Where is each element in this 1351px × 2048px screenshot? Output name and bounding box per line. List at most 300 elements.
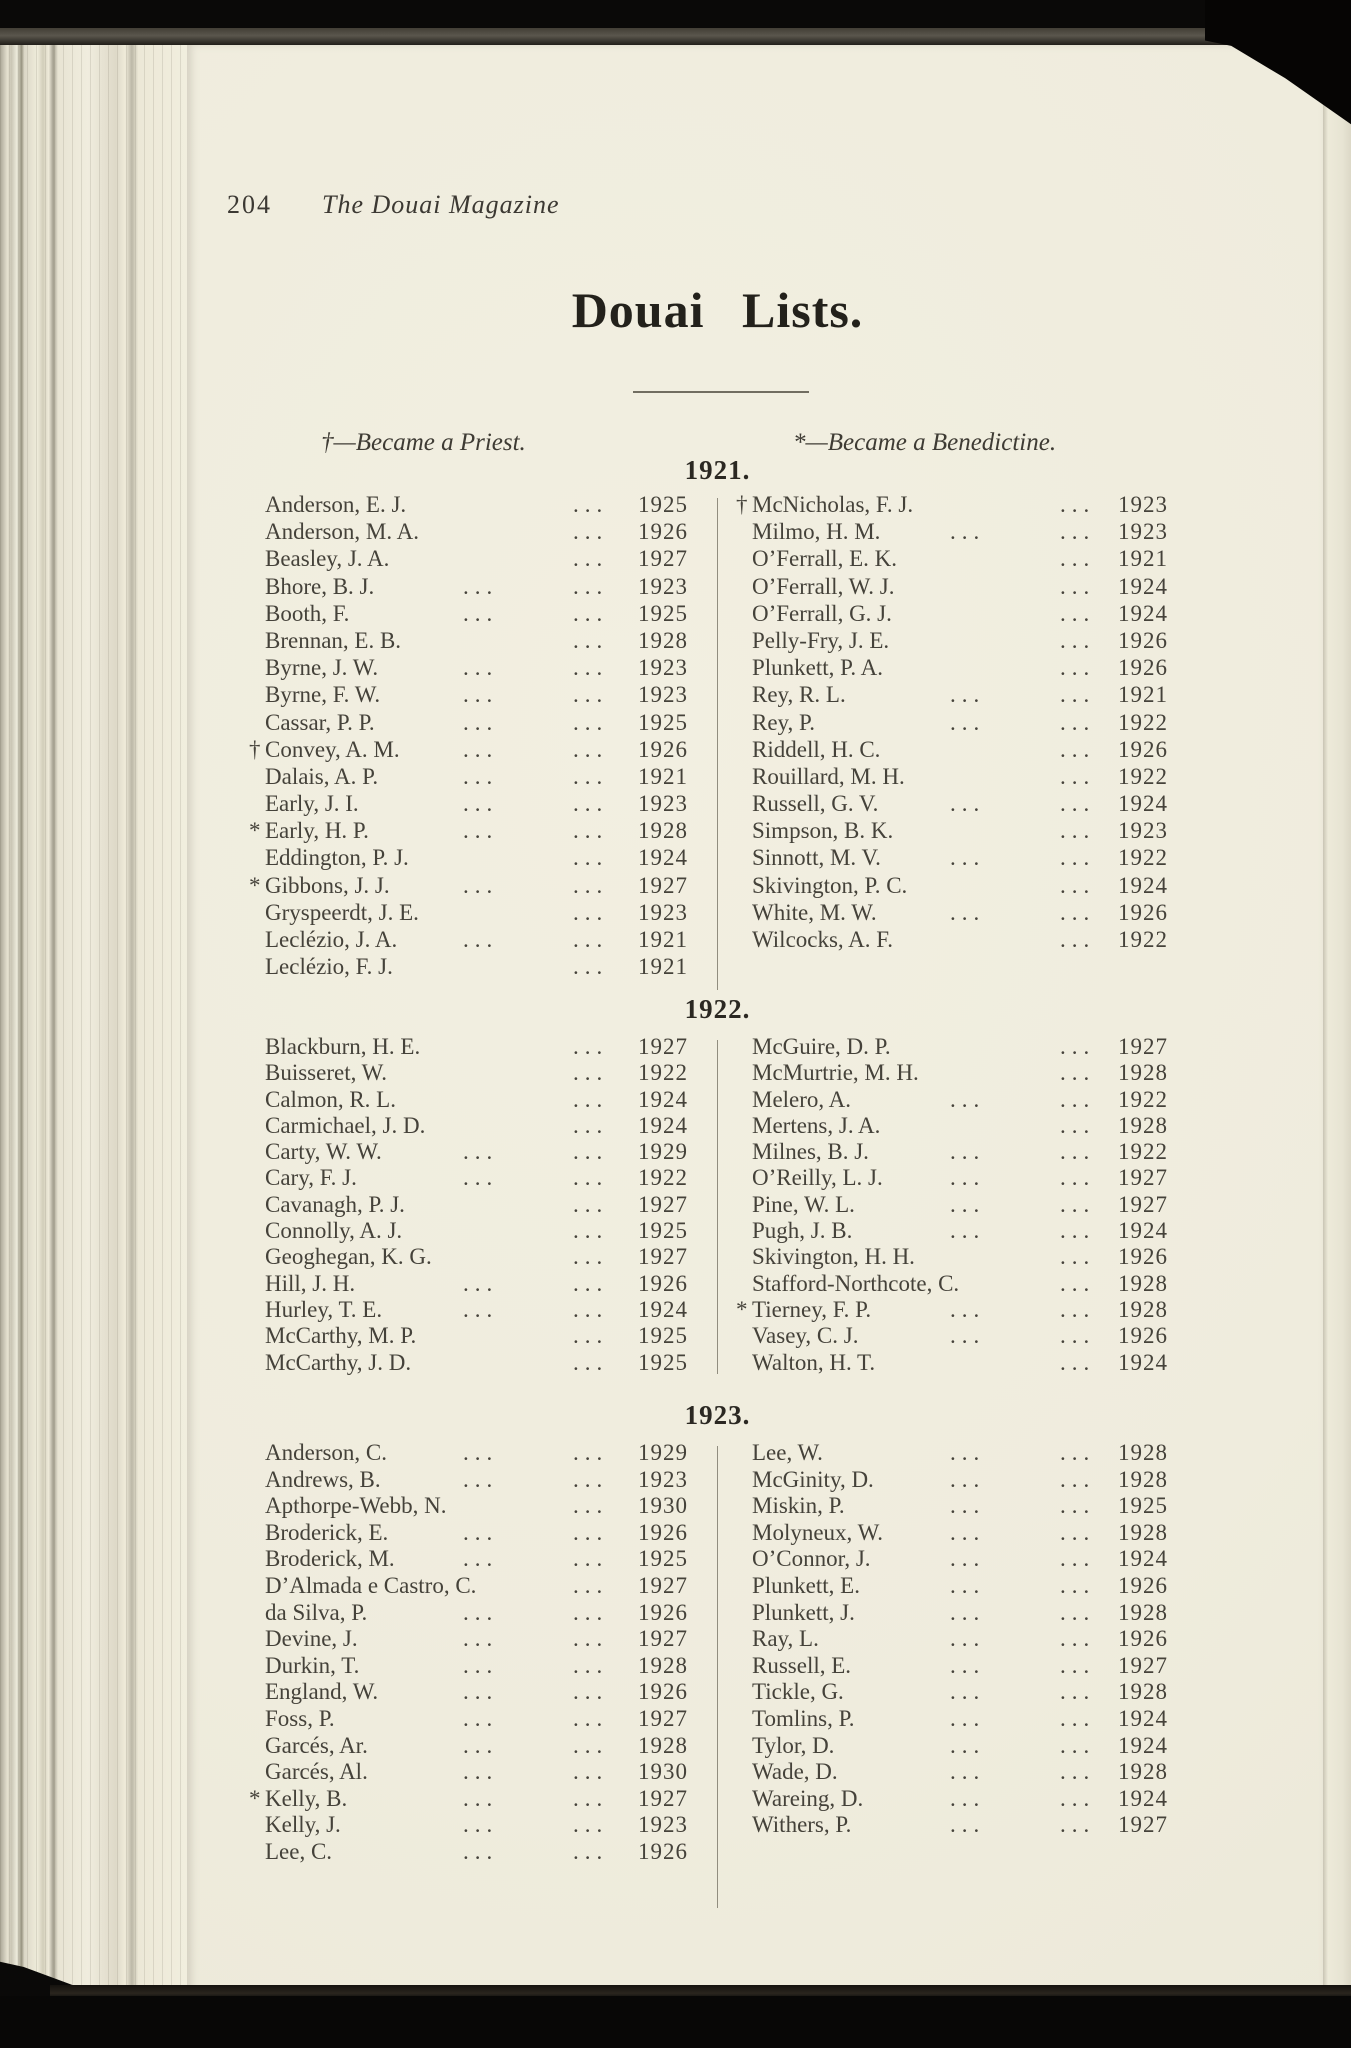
list-row	[752, 1244, 1168, 1270]
row-year: 1928	[638, 1652, 688, 1678]
row-name: Calmon, R. L.	[265, 1086, 396, 1112]
row-name: Milnes, B. J.	[752, 1139, 869, 1165]
row-mid-dots: ...	[463, 927, 499, 952]
row-name: McGinity, D.	[752, 1466, 874, 1492]
list-row	[752, 1546, 1168, 1573]
row-mid-dots: ...	[463, 1599, 499, 1625]
list-row	[265, 601, 688, 628]
row-leader-dots: ...	[573, 763, 609, 789]
list-row	[249, 872, 688, 900]
row-leader-dots: ...	[1060, 818, 1096, 844]
row-leader-dots: ...	[1060, 1679, 1096, 1705]
row-year: 1925	[638, 1218, 688, 1244]
row-name: Tickle, G.	[752, 1679, 844, 1705]
row-year: 1924	[1118, 1546, 1168, 1572]
row-name: Tierney, F. P.	[752, 1296, 872, 1322]
row-leader-dots: ...	[573, 818, 609, 844]
row-marker: *	[249, 818, 261, 844]
row-year: 1926	[638, 1270, 688, 1296]
row-year: 1925	[638, 492, 688, 517]
row-leader-dots: ...	[1060, 1546, 1096, 1572]
row-name: Booth, F.	[265, 600, 350, 626]
row-year: 1928	[1118, 1466, 1168, 1492]
row-leader-dots: ...	[573, 1732, 609, 1758]
row-year: 1927	[1118, 1652, 1168, 1678]
list-row	[265, 1218, 688, 1244]
list-row	[265, 682, 688, 709]
row-year: 1923	[638, 899, 688, 925]
row-marker: *	[736, 1296, 748, 1322]
list-row	[265, 791, 688, 818]
list-row	[752, 1812, 1168, 1839]
list-row	[752, 1600, 1168, 1627]
row-leader-dots: ...	[573, 1139, 609, 1165]
row-leader-dots: ...	[1060, 1785, 1096, 1811]
list-row	[752, 1192, 1168, 1218]
page-title: Douai Lists.	[571, 282, 864, 338]
row-year: 1924	[638, 845, 688, 871]
row-mid-dots: ...	[463, 1270, 499, 1296]
row-year: 1927	[638, 1572, 688, 1598]
column-right	[736, 492, 1168, 954]
row-name: Anderson, C.	[265, 1440, 388, 1465]
row-leader-dots: ...	[1060, 1652, 1096, 1678]
row-name: McCarthy, J. D.	[265, 1349, 412, 1375]
row-leader-dots: ...	[573, 1086, 609, 1112]
row-name: Ray, L.	[752, 1626, 819, 1652]
list-row	[752, 1139, 1168, 1165]
row-name: O’Connor, J.	[752, 1546, 871, 1572]
row-mid-dots: ...	[463, 1652, 499, 1678]
row-leader-dots: ...	[573, 1493, 609, 1519]
row-name: D’Almada e Castro, C.	[265, 1572, 477, 1598]
row-year: 1921	[1118, 682, 1168, 708]
row-year: 1924	[638, 1112, 688, 1138]
row-year: 1921	[638, 927, 688, 952]
list-row	[752, 1165, 1168, 1191]
row-year: 1927	[638, 1191, 688, 1217]
row-leader-dots: ...	[573, 927, 609, 952]
row-year: 1928	[1118, 1440, 1168, 1465]
row-year: 1926	[638, 736, 688, 762]
row-leader-dots: ...	[573, 1785, 609, 1811]
row-leader-dots: ...	[1060, 600, 1096, 626]
row-leader-dots: ...	[573, 1812, 609, 1838]
row-year: 1924	[1118, 1218, 1168, 1244]
row-mid-dots: ...	[463, 709, 499, 735]
row-leader-dots: ...	[1060, 1086, 1096, 1112]
list-row	[752, 1520, 1168, 1547]
row-mid-dots: ...	[463, 1296, 499, 1322]
row-year: 1928	[638, 818, 688, 844]
list-row	[752, 601, 1168, 628]
row-leader-dots: ...	[1060, 682, 1096, 708]
row-mid-dots: ...	[463, 1139, 499, 1165]
row-name: Molyneux, W.	[752, 1519, 883, 1545]
row-name: Bhore, B. J.	[265, 573, 375, 599]
row-leader-dots: ...	[573, 655, 609, 681]
row-mid-dots: ...	[950, 1626, 986, 1652]
row-name: Early, J. I.	[265, 791, 359, 817]
row-leader-dots: ...	[1060, 927, 1096, 952]
list-row	[736, 1296, 1168, 1323]
row-name: Gryspeerdt, J. E.	[265, 899, 419, 925]
list-row	[752, 791, 1168, 818]
list-row	[265, 1733, 688, 1760]
row-name: Withers, P.	[752, 1812, 852, 1838]
row-mid-dots: ...	[950, 1812, 986, 1838]
row-mid-dots: ...	[463, 1705, 499, 1731]
page-stack-left	[0, 30, 187, 1995]
row-year: 1928	[1118, 1759, 1168, 1785]
row-mid-dots: ...	[950, 682, 986, 708]
row-year: 1928	[1118, 1060, 1168, 1086]
list-row	[752, 628, 1168, 655]
row-name: Vasey, C. J.	[752, 1323, 859, 1349]
row-leader-dots: ...	[573, 1838, 609, 1864]
list-row	[736, 492, 1168, 519]
list-row	[752, 1653, 1168, 1680]
row-leader-dots: ...	[1060, 1466, 1096, 1492]
row-mid-dots: ...	[950, 1086, 986, 1112]
row-year: 1923	[1118, 818, 1168, 844]
row-year: 1922	[1118, 1086, 1168, 1112]
row-leader-dots: ...	[573, 736, 609, 762]
list-row	[752, 655, 1168, 682]
list-row	[265, 1060, 688, 1086]
row-year: 1923	[638, 682, 688, 708]
row-mid-dots: ...	[463, 1812, 499, 1838]
row-name: Rouillard, M. H.	[752, 763, 905, 789]
row-year: 1923	[638, 573, 688, 599]
list-row	[752, 818, 1168, 845]
row-year: 1926	[1118, 736, 1168, 762]
row-leader-dots: ...	[573, 573, 609, 599]
list-row	[752, 1759, 1168, 1786]
row-year: 1924	[1118, 791, 1168, 817]
row-year: 1927	[1118, 1191, 1168, 1217]
row-leader-dots: ...	[1060, 1812, 1096, 1838]
list-row	[752, 927, 1168, 954]
row-year: 1925	[638, 1546, 688, 1572]
list-row	[265, 519, 688, 546]
list-row	[265, 1165, 688, 1191]
row-name: Riddell, H. C.	[752, 736, 881, 762]
row-name: Pugh, J. B.	[752, 1218, 853, 1244]
row-mid-dots: ...	[950, 1705, 986, 1731]
row-mid-dots: ...	[463, 763, 499, 789]
row-leader-dots: ...	[573, 1519, 609, 1545]
row-name: Cassar, P. P.	[265, 709, 375, 735]
list-row	[265, 845, 688, 872]
row-year: 1928	[1118, 1112, 1168, 1138]
row-mid-dots: ...	[950, 1466, 986, 1492]
row-mid-dots: ...	[950, 1139, 986, 1165]
row-leader-dots: ...	[1060, 1244, 1096, 1270]
row-year: 1924	[1118, 600, 1168, 626]
row-leader-dots: ...	[573, 519, 609, 545]
row-name: Tylor, D.	[752, 1732, 835, 1758]
running-head-title: The Douai Magazine	[322, 190, 560, 219]
list-row	[265, 954, 688, 981]
row-year: 1928	[1118, 1679, 1168, 1705]
list-row	[752, 682, 1168, 709]
row-year: 1926	[1118, 1244, 1168, 1270]
list-row	[752, 1626, 1168, 1653]
row-mid-dots: ...	[463, 573, 499, 599]
row-year: 1928	[638, 627, 688, 653]
list-row	[265, 1546, 688, 1573]
row-leader-dots: ...	[1060, 519, 1096, 545]
list-row	[249, 1785, 688, 1813]
row-leader-dots: ...	[1060, 1759, 1096, 1785]
row-leader-dots: ...	[573, 1572, 609, 1598]
row-leader-dots: ...	[573, 1626, 609, 1652]
row-name: Byrne, J. W.	[265, 655, 379, 681]
row-year: 1923	[638, 1466, 688, 1492]
row-leader-dots: ...	[1060, 1112, 1096, 1138]
row-name: Brennan, E. B.	[265, 627, 402, 653]
row-name: Broderick, E.	[265, 1519, 389, 1545]
row-name: Leclézio, F. J.	[265, 954, 393, 980]
row-leader-dots: ...	[573, 1599, 609, 1625]
row-mid-dots: ...	[950, 519, 986, 545]
row-mid-dots: ...	[950, 1679, 986, 1705]
list-row	[752, 1087, 1168, 1113]
row-name: Rey, R. L.	[752, 682, 846, 708]
row-name: Kelly, B.	[265, 1785, 348, 1811]
row-mid-dots: ...	[950, 1165, 986, 1191]
list-row	[265, 1440, 688, 1467]
row-year: 1923	[1118, 492, 1168, 517]
row-year: 1927	[638, 1244, 688, 1270]
row-leader-dots: ...	[1060, 1323, 1096, 1349]
row-leader-dots: ...	[573, 492, 609, 517]
list-row	[265, 1626, 688, 1653]
legend-priest: †—Became a Priest.	[321, 429, 526, 456]
list-row	[752, 1034, 1168, 1060]
list-row	[752, 737, 1168, 764]
row-mid-dots: ...	[463, 1732, 499, 1758]
row-year: 1926	[638, 1679, 688, 1705]
row-name: Cary, F. J.	[265, 1165, 357, 1191]
row-year: 1924	[638, 1086, 688, 1112]
list-row	[265, 710, 688, 737]
row-leader-dots: ...	[573, 899, 609, 925]
row-year: 1921	[638, 954, 688, 980]
row-mid-dots: ...	[463, 1165, 499, 1191]
row-mid-dots: ...	[463, 600, 499, 626]
row-name: Mertens, J. A.	[752, 1112, 881, 1138]
row-mid-dots: ...	[950, 1732, 986, 1758]
row-name: O’Ferrall, E. K.	[752, 546, 897, 572]
row-mid-dots: ...	[463, 682, 499, 708]
title-rule	[633, 391, 809, 393]
row-year: 1928	[1118, 1296, 1168, 1322]
book-cover-bottom	[0, 1996, 1351, 2048]
row-year: 1922	[638, 1165, 688, 1191]
list-row	[752, 764, 1168, 791]
row-year: 1927	[1118, 1812, 1168, 1838]
row-name: Devine, J.	[265, 1626, 358, 1652]
row-leader-dots: ...	[1060, 627, 1096, 653]
row-year: 1923	[638, 791, 688, 817]
row-leader-dots: ...	[1060, 1493, 1096, 1519]
row-year: 1927	[638, 546, 688, 572]
column-right	[752, 1440, 1168, 1839]
list-row	[265, 1573, 688, 1600]
row-leader-dots: ...	[573, 1112, 609, 1138]
list-row	[752, 1350, 1168, 1376]
row-year: 1922	[638, 1060, 688, 1086]
list-row	[752, 900, 1168, 927]
row-name: Early, H. P.	[265, 818, 369, 844]
row-leader-dots: ...	[1060, 1732, 1096, 1758]
row-name: Plunkett, P. A.	[752, 655, 884, 681]
row-name: Skivington, H. H.	[752, 1244, 915, 1270]
row-leader-dots: ...	[573, 845, 609, 871]
row-name: Apthorpe-Webb, N.	[265, 1493, 447, 1519]
row-mid-dots: ...	[950, 1785, 986, 1811]
row-leader-dots: ...	[573, 1270, 609, 1296]
row-leader-dots: ...	[1060, 1218, 1096, 1244]
list-row	[752, 1323, 1168, 1349]
row-name: Carty, W. W.	[265, 1139, 382, 1165]
row-year: 1930	[638, 1759, 688, 1785]
list-row	[265, 1139, 688, 1165]
row-name: Cavanagh, P. J.	[265, 1191, 405, 1217]
row-leader-dots: ...	[1060, 763, 1096, 789]
row-name: England, W.	[265, 1679, 379, 1705]
list-row	[265, 1271, 688, 1297]
row-mid-dots: ...	[950, 1652, 986, 1678]
row-name: Skivington, P. C.	[752, 872, 908, 898]
row-name: Miskin, P.	[752, 1493, 845, 1519]
row-year: 1928	[638, 1732, 688, 1758]
page-number: 204	[227, 190, 272, 219]
row-leader-dots: ...	[1060, 573, 1096, 599]
row-name: Pelly-Fry, J. E.	[752, 627, 890, 653]
list-row	[265, 1244, 688, 1270]
list-row	[265, 655, 688, 682]
row-leader-dots: ...	[1060, 1034, 1096, 1059]
row-name: Eddington, P. J.	[265, 845, 409, 871]
list-row	[752, 1733, 1168, 1760]
row-year: 1928	[1118, 1519, 1168, 1545]
row-leader-dots: ...	[573, 954, 609, 980]
row-year: 1922	[1118, 709, 1168, 735]
row-leader-dots: ...	[1060, 845, 1096, 871]
row-name: McGuire, D. P.	[752, 1034, 891, 1059]
list-row	[265, 1759, 688, 1786]
row-name: Rey, P.	[752, 709, 816, 735]
row-name: McNicholas, F. J.	[752, 492, 914, 517]
book-cover-top-edge	[0, 28, 1265, 45]
row-name: McCarthy, M. P.	[265, 1323, 417, 1349]
row-mid-dots: ...	[463, 655, 499, 681]
row-leader-dots: ...	[573, 1296, 609, 1322]
row-name: Wilcocks, A. F.	[752, 927, 893, 952]
row-name: Byrne, F. W.	[265, 682, 381, 708]
row-name: Convey, A. M.	[265, 736, 400, 762]
row-leader-dots: ...	[573, 627, 609, 653]
row-year: 1925	[1118, 1493, 1168, 1519]
row-name: Melero, A.	[752, 1086, 852, 1112]
row-leader-dots: ...	[1060, 546, 1096, 572]
list-row	[752, 519, 1168, 546]
list-row	[752, 1706, 1168, 1733]
legend-benedictine: *—Became a Benedictine.	[793, 429, 1057, 456]
row-mid-dots: ...	[463, 818, 499, 844]
row-leader-dots: ...	[573, 1440, 609, 1465]
list-row	[265, 1113, 688, 1139]
row-name: Russell, E.	[752, 1652, 852, 1678]
list-row	[265, 764, 688, 791]
row-mid-dots: ...	[463, 1519, 499, 1545]
row-name: Sinnott, M. V.	[752, 845, 881, 871]
row-mid-dots: ...	[950, 709, 986, 735]
list-row	[265, 546, 688, 573]
row-name: O’Reilly, L. J.	[752, 1165, 883, 1191]
row-leader-dots: ...	[573, 1759, 609, 1785]
row-year: 1922	[1118, 1139, 1168, 1165]
row-year: 1922	[1118, 845, 1168, 871]
list-row	[265, 1679, 688, 1706]
list-row	[265, 1350, 688, 1376]
row-year: 1926	[1118, 1626, 1168, 1652]
row-name: Andrews, B.	[265, 1466, 381, 1492]
row-mid-dots: ...	[950, 1323, 986, 1349]
list-row	[265, 900, 688, 927]
row-marker: †	[249, 736, 261, 762]
row-name: Garcés, Al.	[265, 1759, 368, 1785]
list-row	[752, 845, 1168, 872]
column-left	[249, 1440, 688, 1866]
section-year-heading: 1921.	[684, 455, 751, 485]
row-leader-dots: ...	[1060, 492, 1096, 517]
row-leader-dots: ...	[1060, 1270, 1096, 1296]
row-mid-dots: ...	[463, 1440, 499, 1465]
row-leader-dots: ...	[573, 791, 609, 817]
list-row	[752, 574, 1168, 601]
row-name: Plunkett, J.	[752, 1599, 855, 1625]
row-year: 1924	[1118, 872, 1168, 898]
row-leader-dots: ...	[573, 1244, 609, 1270]
row-leader-dots: ...	[573, 1652, 609, 1678]
list-row	[752, 873, 1168, 900]
row-name: O’Ferrall, G. J.	[752, 600, 892, 626]
page-fold-right	[1323, 44, 1351, 1994]
list-row	[265, 1323, 688, 1349]
row-year: 1924	[1118, 1785, 1168, 1811]
row-leader-dots: ...	[573, 682, 609, 708]
row-year: 1925	[638, 709, 688, 735]
list-row	[752, 1440, 1168, 1467]
row-year: 1927	[1118, 1165, 1168, 1191]
row-year: 1927	[638, 1626, 688, 1652]
row-leader-dots: ...	[573, 1705, 609, 1731]
row-name: Dalais, A. P.	[265, 763, 379, 789]
list-row	[265, 1467, 688, 1494]
column-divider	[717, 1446, 718, 1908]
list-row	[265, 1653, 688, 1680]
row-mid-dots: ...	[463, 1838, 499, 1864]
row-year: 1926	[638, 1599, 688, 1625]
row-mid-dots: ...	[463, 736, 499, 762]
list-row	[752, 1060, 1168, 1086]
list-row	[265, 628, 688, 655]
row-year: 1926	[638, 1838, 688, 1864]
